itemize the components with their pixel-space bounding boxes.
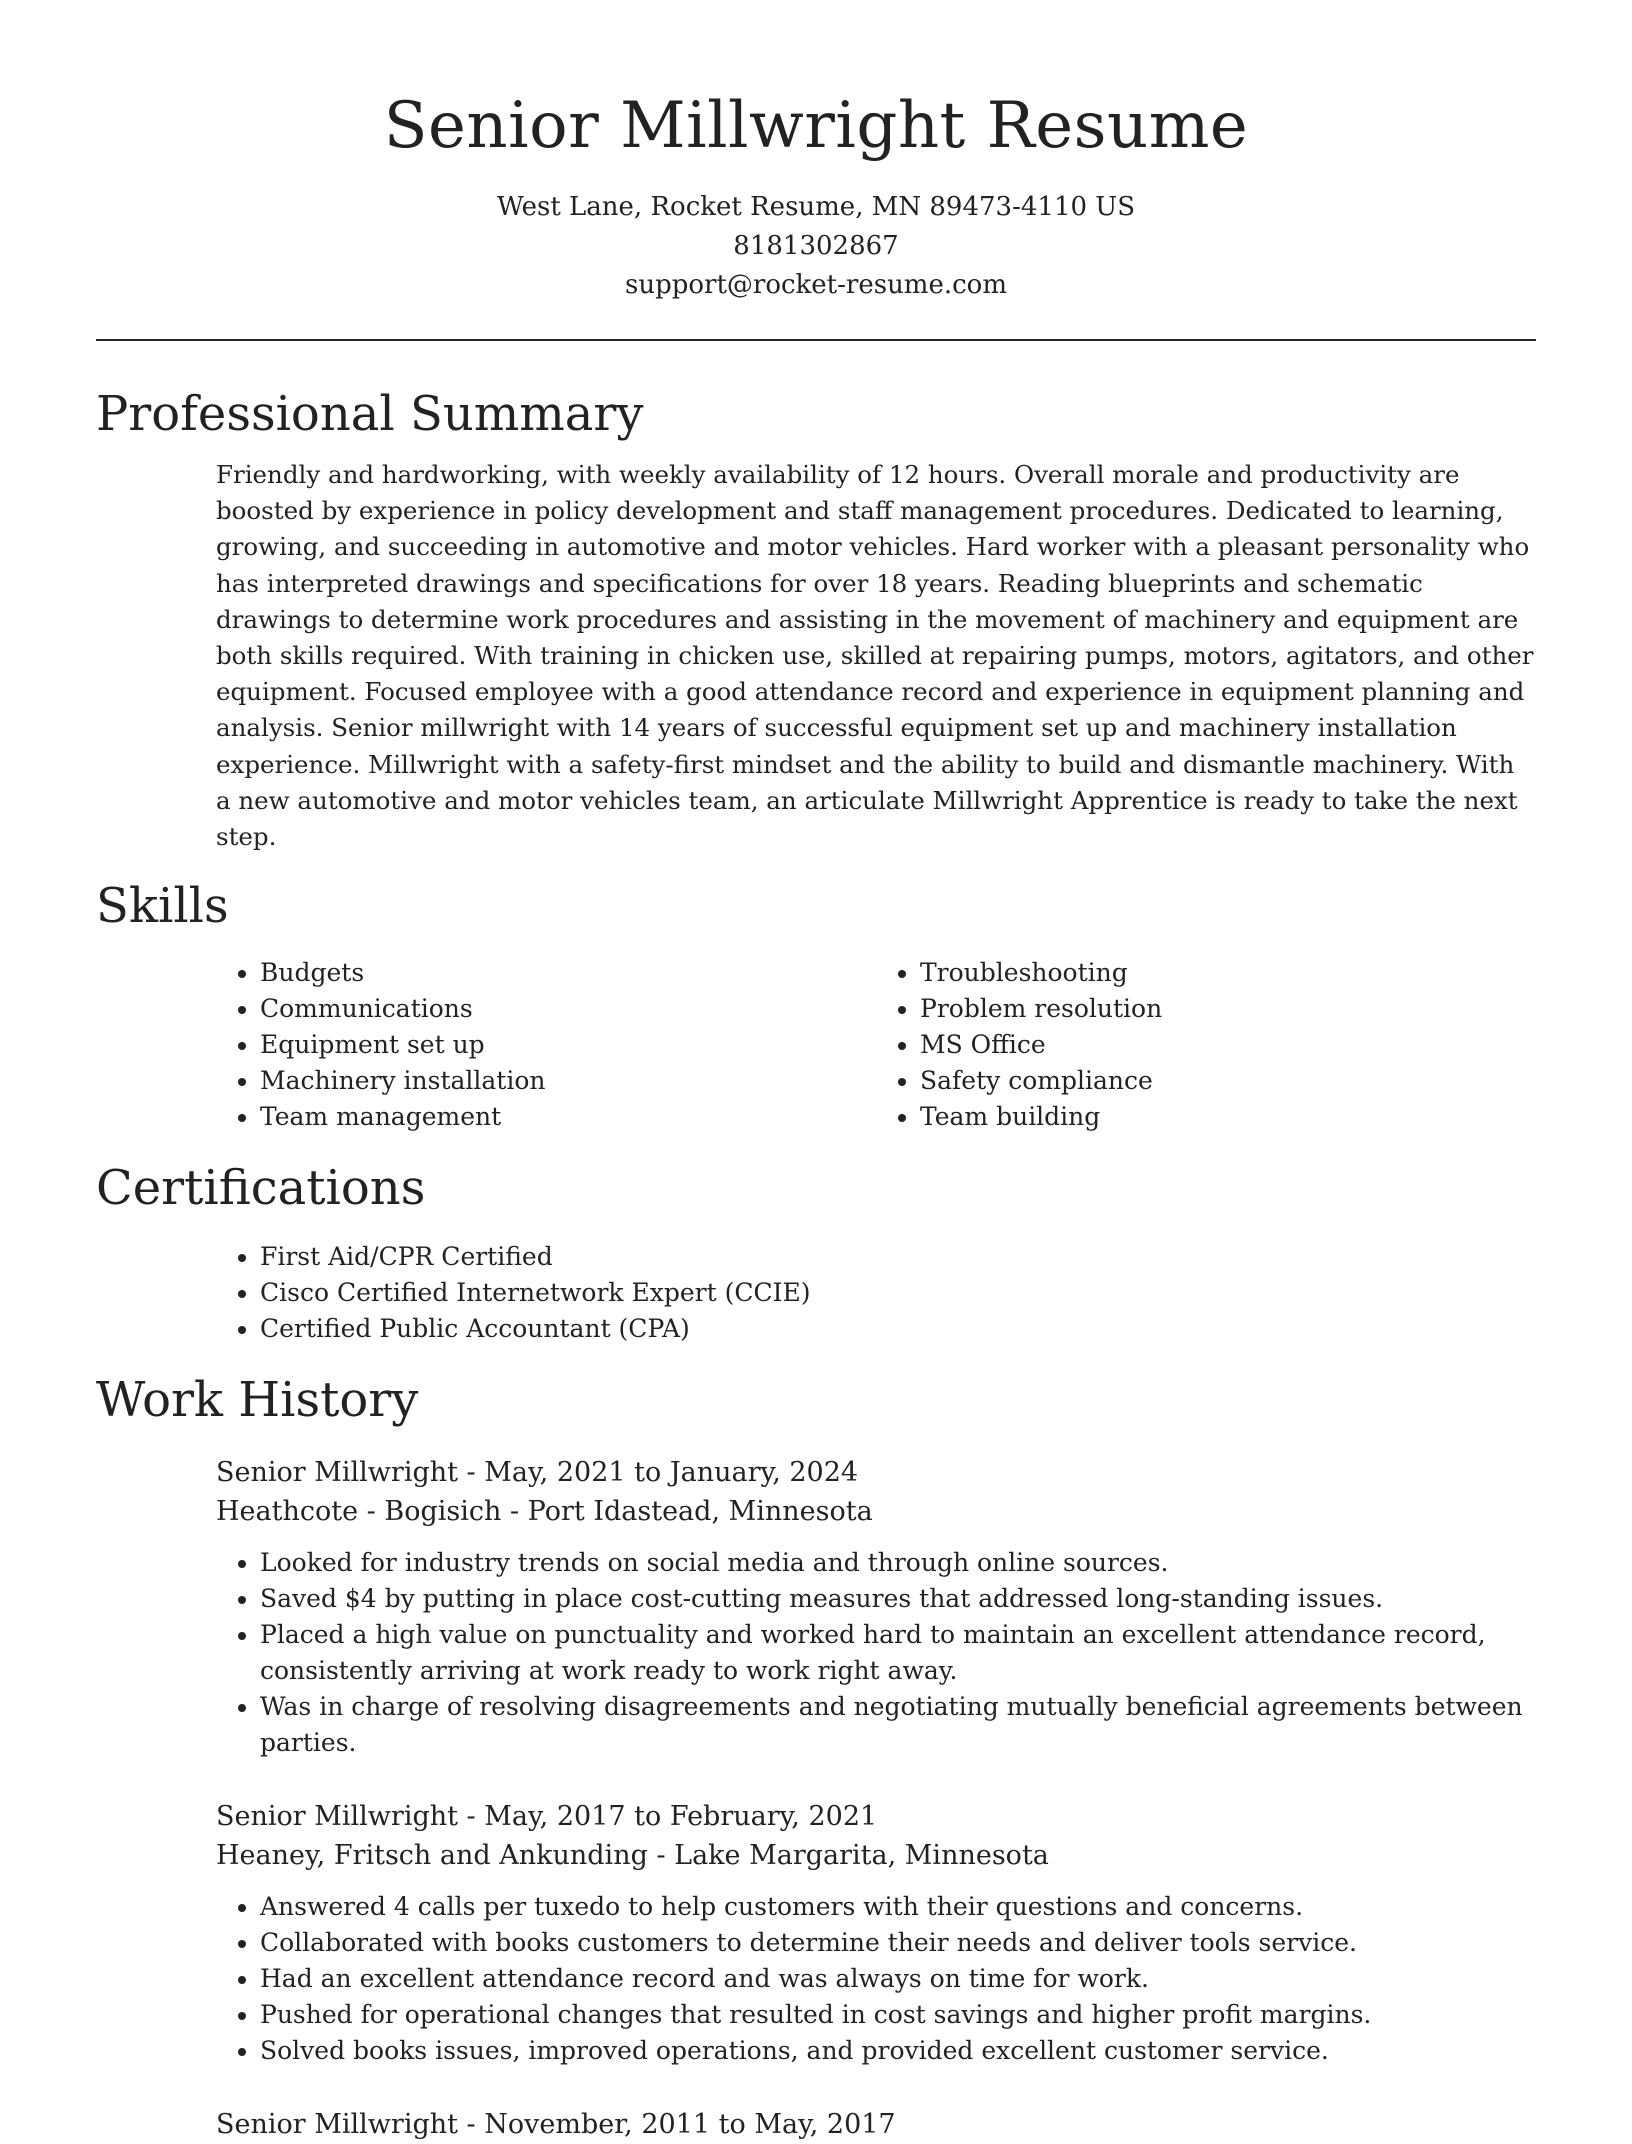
certification-item: • First Aid/CPR Certified: [260, 1239, 1536, 1275]
skills-list-left: [216, 955, 876, 1135]
certifications-list: [216, 1239, 1536, 1347]
job-company: Heathcote - Bogisich - Port Idastead, Minnesota: [216, 1496, 873, 1528]
skill-item: • Budgets: [260, 955, 876, 991]
job-bullet: • Had an excellent attendance record and was always on time for work.: [260, 1961, 1536, 1997]
job-bullet: • Was in charge of resolving disagreements and negotiating mutually beneficial agreements between parties.: [260, 1689, 1536, 1761]
skill-item: • Problem resolution: [920, 991, 1536, 1027]
contact-email: support@rocket-resume.com: [624, 270, 1007, 300]
job-entry: [216, 1453, 1536, 1761]
resume-title: Senior Millwright Resume: [383, 89, 1249, 163]
contact-address: West Lane, Rocket Resume, MN 89473-4110 US: [496, 192, 1136, 222]
skill-item: • Communications: [260, 991, 876, 1027]
job-bullet: • Placed a high value on punctuality and worked hard to maintain an excellent attendance record, consistently arriving at work ready to work right away.: [260, 1617, 1536, 1689]
skill-item: • Troubleshooting: [920, 955, 1536, 991]
skill-item: • Team building: [920, 1099, 1536, 1135]
skill-item: • Team management: [260, 1099, 876, 1135]
job-bullet: • Looked for industry trends on social media and through online sources.: [260, 1545, 1536, 1581]
job-entry: [216, 2105, 1536, 2144]
job-company: Heaney, Fritsch and Ankunding - Lake Margarita, Minnesota: [216, 1840, 1049, 1872]
skills-grid: [216, 955, 1536, 1135]
job-bullet: • Saved $4 by putting in place cost-cutting measures that addressed long-standing issues.: [260, 1581, 1536, 1617]
job-bullet: • Answered 4 calls per tuxedo to help customers with their questions and concerns.: [260, 1889, 1536, 1925]
job-title: Senior Millwright - May, 2021 to January, 2024: [216, 1457, 859, 1489]
summary-text: Friendly and hardworking, with weekly availability of 12 hours. Overall morale and productivity are boosted by experience in policy development and staff management procedures. Dedicated to learning, growing, and succeeding in automotive and motor vehicles. Hard worker with a pleasant personality who has interpreted drawings and specifications for over 18 years. Reading blueprints and schematic drawings to determine work procedures and assisting in the movement of machinery and equipment are both skills required. With training in chicken use, skilled at repairing pumps, motors, agitators, and other equipment. Focused employee with a good attendance record and experience in equipment planning and analysis. Senior millwright with 14 years of successful equipment set up and machinery installation experience. Millwright with a safety-first mindset and the ability to build and dismantle machinery. With a new automotive and motor vehicles team, an articulate Millwright Apprentice is ready to take the next step.: [216, 460, 1534, 852]
job-bullet: • Collaborated with books customers to determine their needs and deliver tools service.: [260, 1925, 1536, 1961]
work-history-section: [96, 1369, 1536, 2144]
skill-item: • Equipment set up: [260, 1027, 876, 1063]
header-divider: [96, 339, 1536, 341]
job-title: Senior Millwright - May, 2017 to February, 2021: [216, 1801, 878, 1833]
resume-page: [96, 0, 1536, 2144]
skills-heading: Skills: [96, 878, 229, 935]
certification-item: • Certified Public Accountant (CPA): [260, 1311, 1536, 1347]
skill-item: • Machinery installation: [260, 1063, 876, 1099]
certifications-heading: Certifications: [96, 1160, 426, 1217]
job-bullet: • Solved books issues, improved operations, and provided excellent customer service.: [260, 2033, 1536, 2069]
job-bullets: [216, 1889, 1536, 2069]
skill-item: • MS Office: [920, 1027, 1536, 1063]
job-title: Senior Millwright - November, 2011 to May, 2017: [216, 2109, 896, 2141]
certifications-section: [96, 1157, 1536, 1347]
job-bullets: [216, 1545, 1536, 1761]
contact-block: [96, 188, 1536, 305]
skill-item: • Safety compliance: [920, 1063, 1536, 1099]
contact-phone: 8181302867: [733, 231, 899, 261]
job-entry: [216, 1797, 1536, 2069]
skills-list-right: [876, 955, 1536, 1135]
certification-item: • Cisco Certified Internetwork Expert (CCIE): [260, 1275, 1536, 1311]
summary-section: [96, 383, 1536, 855]
job-bullet: • Pushed for operational changes that resulted in cost savings and higher profit margins.: [260, 1997, 1536, 2033]
skills-section: [96, 875, 1536, 1135]
summary-heading: Professional Summary: [96, 386, 644, 442]
work-history-heading: Work History: [96, 1372, 419, 1429]
